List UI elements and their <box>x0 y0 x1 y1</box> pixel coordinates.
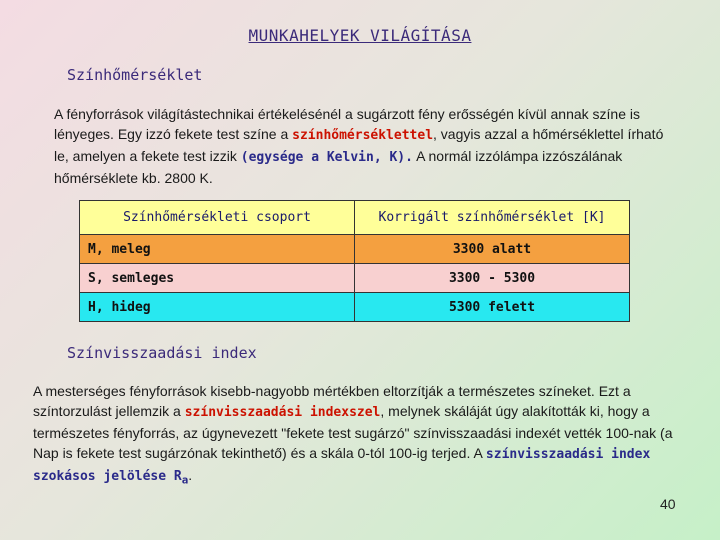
notation-subscript: a <box>181 473 189 487</box>
paragraph-text: . <box>188 467 193 483</box>
page-number: 40 <box>660 496 676 512</box>
highlight-term: színhőmérséklettel <box>292 128 434 143</box>
table-cell-group: H, hideg <box>80 293 355 322</box>
table-row <box>80 293 630 322</box>
color-temperature-paragraph <box>54 104 680 188</box>
color-rendering-paragraph <box>33 381 693 491</box>
paragraph-text: , melynek skáláját úgy alakították ki, hogy a természetes fényforrás, az úgynevezett "fekete test sugárzó" színvisszaadási indexét vették 100-nak (a Nap is fekete test sugárzónak tekinthető) és a skála 0-tól 100-ig terjed. A <box>33 403 673 461</box>
table-row <box>80 264 630 293</box>
table-header-value: Korrigált színhőmérséklet [K] <box>355 201 630 235</box>
highlight-unit: (egysége a Kelvin, K). <box>240 150 413 165</box>
notation-text: színvisszaadási index szokásos jelölése R <box>33 447 651 484</box>
section-heading-color-rendering-index: Színvisszaadási index <box>67 344 257 362</box>
table-row <box>80 235 630 264</box>
table-cell-value: 3300 - 5300 <box>355 264 630 293</box>
highlight-term: színvisszaadási indexszel <box>184 405 381 420</box>
paragraph-text: A normál izzólámpa izzószálának hőmérséklete kb. 2800 K. <box>54 148 623 186</box>
color-temperature-table <box>79 200 630 322</box>
table-header-group: Színhőmérsékleti csoport <box>80 201 355 235</box>
page-title: MUNKAHELYEK VILÁGÍTÁSA <box>248 26 472 45</box>
table-header-row <box>80 201 630 235</box>
table-cell-value: 3300 alatt <box>355 235 630 264</box>
table-cell-value: 5300 felett <box>355 293 630 322</box>
paragraph-text: A fényforrások világítástechnikai értékelésénél a sugárzott fény erősségén kívül annak színe is lényeges. Egy izzó fekete test színe a <box>54 106 640 142</box>
paragraph-text: , vagyis azzal a hőmérséklettel írható le, amelyen a fekete test izzik <box>54 126 664 164</box>
table-cell-group: M, meleg <box>80 235 355 264</box>
paragraph-text: A mesterséges fényforrások kisebb-nagyobb mértékben eltorzítják a természetes színeket. Ezt a színtorzulást jellemzik a <box>33 383 631 419</box>
section-heading-color-temperature: Színhőmérséklet <box>67 66 203 84</box>
table-cell-group: S, semleges <box>80 264 355 293</box>
